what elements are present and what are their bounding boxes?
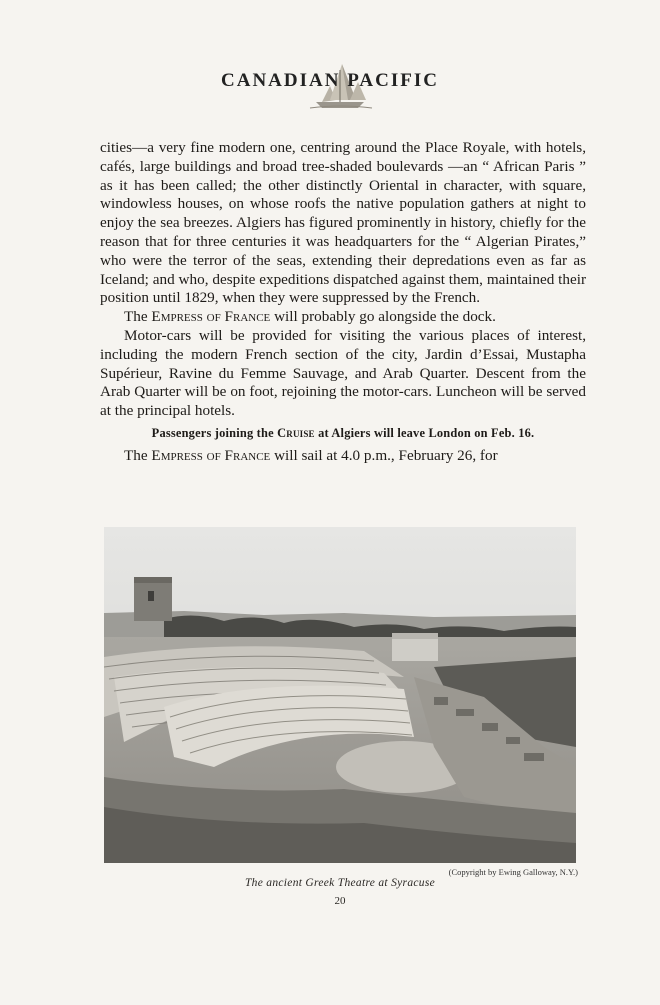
note-suffix: at Algiers will leave London on Feb. 16. (314, 425, 535, 440)
paragraph-4-suffix: will sail at 4.0 p.m., February 26, for (270, 446, 498, 464)
paragraph-4 (100, 447, 586, 466)
page-header (0, 56, 660, 116)
paragraph-3: Motor-cars will be provided for visiting the various places of interest, including the modern French section of the city, Jardin d’Essai, Mustapha Supérieur, Ravine du Femme Sauvage, and Arab Quarter. Descent from the Arab Quarter will be on foot, rejoining the motor-cars. Luncheon will be served at the principal hotels. (100, 326, 586, 420)
photo-caption: The ancient Greek Theatre at Syracuse (244, 877, 436, 889)
paragraph-4-prefix: The (124, 446, 152, 464)
page-number: 20 (334, 895, 346, 907)
body-text (100, 139, 586, 466)
ship-name: Empress of France (151, 308, 271, 326)
ship-name: Empress of France (151, 446, 271, 464)
passenger-note (100, 424, 586, 443)
note-cruise: Cruise (277, 425, 315, 440)
paragraph-2-suffix: will probably go alongside the dock. (270, 308, 496, 326)
paragraph-2-prefix: The (124, 308, 152, 326)
theatre-illustration (104, 527, 576, 863)
paragraph-1: cities—a very fine modern one, centring around the Place Royale, with hotels, cafés, large buildings and broad tree-shaded boulevards —an “ African Paris ” as it has been called; the other distinctly Oriental in character, with square, windowless houses, on whose roofs the native population gathers at night to enjoy the sea breezes. Algiers has figured prominently in history, chiefly for the reason that for three centuries it was headquarters for the “ Algerian Pirates,” who were the terror of the seas, extending their depredations even as far as Iceland; and who, despite expeditions dispatched against them, maintained their position until 1829, when they were suppressed by the French. (100, 139, 586, 307)
note-prefix: Passengers joining the (151, 425, 278, 440)
photo-credit: (Copyright by Ewing Galloway, N.Y.) (448, 867, 578, 877)
greek-theatre-photo (104, 527, 576, 863)
paragraph-2 (100, 308, 586, 327)
header-title: CANADIAN PACIFIC (221, 70, 439, 91)
